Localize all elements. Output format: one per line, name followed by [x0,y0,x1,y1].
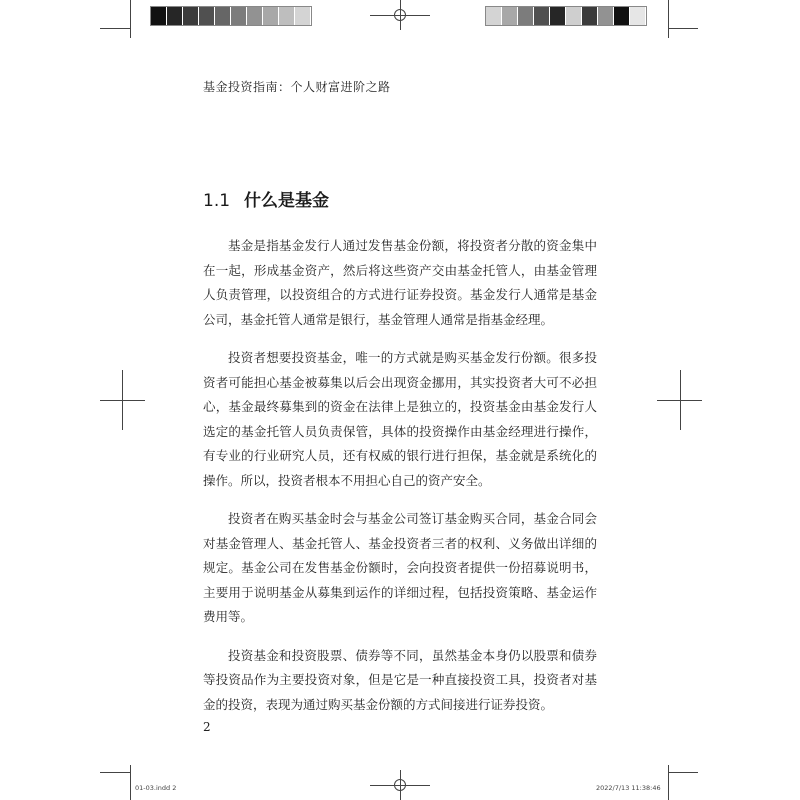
calibration-swatch [167,7,183,25]
crop-mark-bottom-left-h [100,772,130,773]
registration-circle-bottom [394,779,406,791]
calibration-swatch [183,7,199,25]
crop-mark-top-right [668,0,669,38]
calibration-swatch [486,7,502,25]
calibration-swatch [566,7,582,25]
calibration-swatch [534,7,550,25]
crop-mark-bottom-left [130,765,131,800]
calibration-swatch [247,7,263,25]
calibration-swatch [263,7,279,25]
crop-mark-top-left-h [100,28,130,29]
print-slug-file: 01-03.indd 2 [135,784,177,792]
calibration-swatch [215,7,231,25]
calibration-swatch [295,7,311,25]
calibration-swatch [630,7,646,25]
calibration-swatch [151,7,167,25]
page-number: 2 [203,720,211,734]
registration-circle-top [394,9,406,21]
crop-mark-bottom-right-h [668,772,698,773]
color-calibration-bar-left [150,6,312,26]
crop-mark-top-right-h [668,28,698,29]
paragraph: 投资基金和投资股票、债券等不同，虽然基金本身仍以股票和债券等投资品作为主要投资对象，但是它是一种直接投资工具，投资者对基金的投资，表现为通过购买基金份额的方式间接进行证券投资。 [203,647,597,712]
section-number: 1.1 [203,191,231,211]
registration-mark-left-h [100,400,145,401]
calibration-swatch [598,7,614,25]
calibration-swatch [231,7,247,25]
section-heading [203,186,329,211]
calibration-swatch [518,7,534,25]
registration-mark-right-h [657,400,702,401]
color-calibration-bar-right [485,6,647,26]
body-text [203,234,597,731]
paragraph: 基金是指基金发行人通过发售基金份额，将投资者分散的资金集中在一起，形成基金资产，然后将这些资产交由基金托管人，由基金管理人负责管理，以投资组合的方式进行证券投资。基金发行人通常是基金公司，基金托管人通常是银行，基金管理人通常是指基金经理。 [203,238,597,327]
calibration-swatch [614,7,630,25]
crop-mark-top-left [130,0,131,38]
print-slug-timestamp: 2022/7/13 11:38:46 [596,784,661,792]
paragraph: 投资者在购买基金时会与基金公司签订基金购买合同，基金合同会对基金管理人、基金托管人、基金投资者三者的权利、义务做出详细的规定。基金公司在发售基金份额时，会向投资者提供一份招募说明书，主要用于说明基金从募集到运作的详细过程，包括投资策略、基金运作费用等。 [203,511,597,624]
crop-mark-bottom-right [668,765,669,800]
calibration-swatch [502,7,518,25]
calibration-swatch [199,7,215,25]
calibration-swatch [279,7,295,25]
paragraph: 投资者想要投资基金，唯一的方式就是购买基金发行份额。很多投资者可能担心基金被募集以后会出现资金挪用，其实投资者大可不必担心，基金最终募集到的资金在法律上是独立的，投资基金由基金发行人选定的基金托管人员负责保管，具体的投资操作由基金经理进行操作，有专业的行业研究人员，还有权威的银行进行担保，基金就是系统化的操作。所以，投资者根本不用担心自己的资产安全。 [203,350,597,488]
calibration-swatch [550,7,566,25]
section-title: 什么是基金 [244,191,330,211]
running-header: 基金投资指南：个人财富进阶之路 [203,80,391,94]
calibration-swatch [582,7,598,25]
